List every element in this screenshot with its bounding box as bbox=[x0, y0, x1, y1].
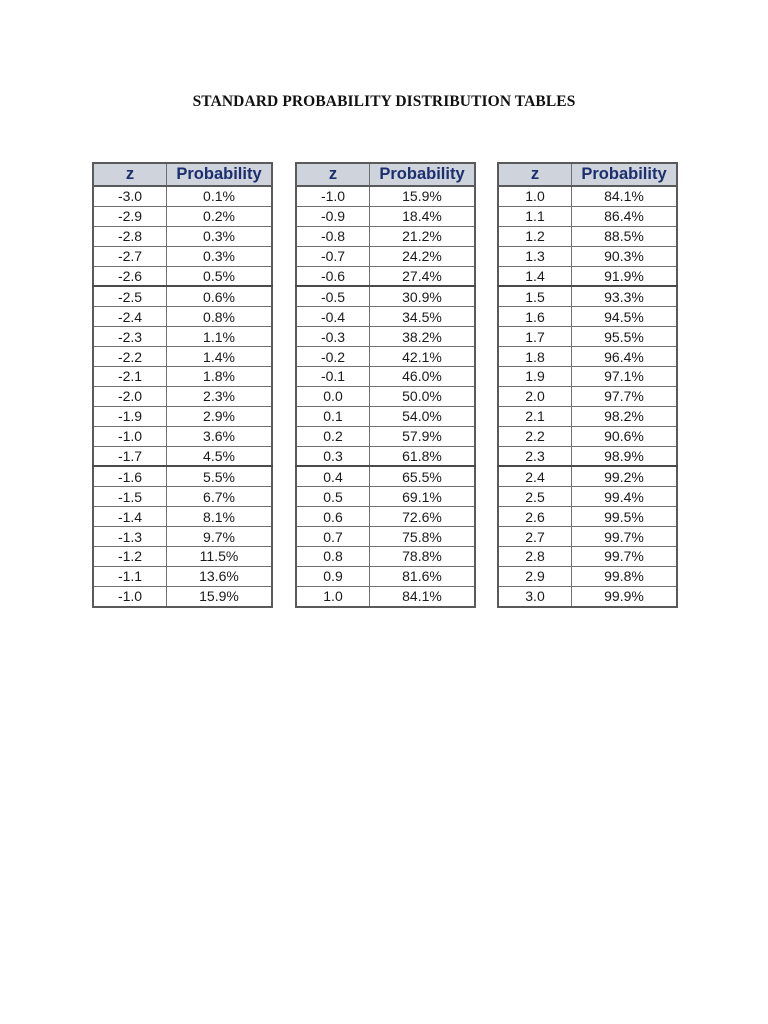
table-row bbox=[498, 286, 677, 306]
probability-value-cell: 99.7% bbox=[572, 527, 678, 547]
table-row bbox=[93, 487, 272, 507]
probability-value-cell: 90.6% bbox=[572, 426, 678, 446]
probability-value-cell: 0.8% bbox=[167, 307, 273, 327]
probability-value-cell: 13.6% bbox=[167, 566, 273, 586]
table-row bbox=[296, 226, 475, 246]
table-row bbox=[93, 286, 272, 306]
z-value-cell: 1.7 bbox=[498, 327, 572, 347]
table-row bbox=[296, 367, 475, 387]
z-value-cell: -0.8 bbox=[296, 226, 370, 246]
z-value-cell: -0.6 bbox=[296, 266, 370, 286]
table-row bbox=[498, 426, 677, 446]
z-value-cell: 1.4 bbox=[498, 266, 572, 286]
probability-value-cell: 0.1% bbox=[167, 186, 273, 206]
table-row bbox=[498, 406, 677, 426]
probability-value-cell: 81.6% bbox=[370, 566, 476, 586]
probability-value-cell: 57.9% bbox=[370, 426, 476, 446]
z-value-cell: 0.3 bbox=[296, 446, 370, 466]
z-value-cell: 2.4 bbox=[498, 466, 572, 486]
probability-value-cell: 65.5% bbox=[370, 466, 476, 486]
table-row bbox=[296, 327, 475, 347]
probability-value-cell: 27.4% bbox=[370, 266, 476, 286]
z-value-cell: -2.4 bbox=[93, 307, 167, 327]
probability-value-cell: 91.9% bbox=[572, 266, 678, 286]
table-row bbox=[93, 347, 272, 367]
z-value-cell: -1.5 bbox=[93, 487, 167, 507]
probability-table-1 bbox=[92, 162, 273, 608]
table-row bbox=[93, 507, 272, 527]
table-row bbox=[296, 266, 475, 286]
z-column-header: z bbox=[498, 163, 572, 186]
table-row bbox=[498, 507, 677, 527]
table-row bbox=[296, 246, 475, 266]
probability-value-cell: 42.1% bbox=[370, 347, 476, 367]
table-row bbox=[296, 307, 475, 327]
probability-value-cell: 15.9% bbox=[370, 186, 476, 206]
table-row bbox=[498, 206, 677, 226]
z-value-cell: 2.5 bbox=[498, 487, 572, 507]
z-value-cell: 1.9 bbox=[498, 367, 572, 387]
page-title: STANDARD PROBABILITY DISTRIBUTION TABLES bbox=[192, 93, 576, 110]
probability-value-cell: 2.3% bbox=[167, 386, 273, 406]
probability-value-cell: 99.7% bbox=[572, 547, 678, 567]
z-column-header: z bbox=[296, 163, 370, 186]
table-row bbox=[93, 426, 272, 446]
table-row bbox=[498, 586, 677, 606]
table-row bbox=[498, 347, 677, 367]
table-row bbox=[296, 426, 475, 446]
table-row bbox=[498, 466, 677, 486]
probability-value-cell: 94.5% bbox=[572, 307, 678, 327]
z-value-cell: -0.1 bbox=[296, 367, 370, 387]
probability-value-cell: 5.5% bbox=[167, 466, 273, 486]
probability-value-cell: 24.2% bbox=[370, 246, 476, 266]
probability-table-3 bbox=[497, 162, 678, 608]
table-row bbox=[498, 327, 677, 347]
probability-value-cell: 50.0% bbox=[370, 386, 476, 406]
table-row bbox=[296, 406, 475, 426]
z-value-cell: 2.8 bbox=[498, 547, 572, 567]
table-row bbox=[93, 246, 272, 266]
probability-value-cell: 98.2% bbox=[572, 406, 678, 426]
z-value-cell: -2.1 bbox=[93, 367, 167, 387]
probability-value-cell: 84.1% bbox=[572, 186, 678, 206]
probability-value-cell: 97.1% bbox=[572, 367, 678, 387]
probability-value-cell: 99.5% bbox=[572, 507, 678, 527]
table-row bbox=[498, 487, 677, 507]
table-row bbox=[93, 266, 272, 286]
table-row bbox=[498, 386, 677, 406]
z-value-cell: 2.0 bbox=[498, 386, 572, 406]
z-value-cell: 0.9 bbox=[296, 566, 370, 586]
table-row bbox=[296, 586, 475, 606]
z-value-cell: 0.5 bbox=[296, 487, 370, 507]
table-row bbox=[93, 327, 272, 347]
z-value-cell: -2.3 bbox=[93, 327, 167, 347]
z-value-cell: 0.8 bbox=[296, 547, 370, 567]
z-value-cell: 1.8 bbox=[498, 347, 572, 367]
probability-value-cell: 72.6% bbox=[370, 507, 476, 527]
z-value-cell: -3.0 bbox=[93, 186, 167, 206]
z-value-cell: 0.6 bbox=[296, 507, 370, 527]
probability-column-header: Probability bbox=[167, 163, 273, 186]
probability-value-cell: 99.2% bbox=[572, 466, 678, 486]
z-value-cell: 1.3 bbox=[498, 246, 572, 266]
z-value-cell: 1.6 bbox=[498, 307, 572, 327]
z-value-cell: 1.0 bbox=[498, 186, 572, 206]
z-value-cell: 2.1 bbox=[498, 406, 572, 426]
z-value-cell: -1.1 bbox=[93, 566, 167, 586]
z-value-cell: -2.8 bbox=[93, 226, 167, 246]
probability-value-cell: 18.4% bbox=[370, 206, 476, 226]
table-row bbox=[498, 547, 677, 567]
probability-value-cell: 11.5% bbox=[167, 547, 273, 567]
probability-value-cell: 6.7% bbox=[167, 487, 273, 507]
table-row bbox=[498, 527, 677, 547]
probability-value-cell: 75.8% bbox=[370, 527, 476, 547]
table-row bbox=[498, 367, 677, 387]
probability-value-cell: 99.8% bbox=[572, 566, 678, 586]
table-row bbox=[93, 466, 272, 486]
probability-value-cell: 95.5% bbox=[572, 327, 678, 347]
probability-column-header: Probability bbox=[572, 163, 678, 186]
z-value-cell: 0.7 bbox=[296, 527, 370, 547]
probability-value-cell: 99.4% bbox=[572, 487, 678, 507]
table-row bbox=[93, 586, 272, 606]
probability-value-cell: 78.8% bbox=[370, 547, 476, 567]
probability-value-cell: 97.7% bbox=[572, 386, 678, 406]
probability-value-cell: 2.9% bbox=[167, 406, 273, 426]
z-value-cell: -1.2 bbox=[93, 547, 167, 567]
table-row bbox=[296, 446, 475, 466]
table-row bbox=[296, 347, 475, 367]
probability-value-cell: 93.3% bbox=[572, 286, 678, 306]
z-value-cell: 0.0 bbox=[296, 386, 370, 406]
probability-value-cell: 54.0% bbox=[370, 406, 476, 426]
z-value-cell: 0.4 bbox=[296, 466, 370, 486]
table-header-row bbox=[93, 163, 272, 186]
z-value-cell: -1.9 bbox=[93, 406, 167, 426]
probability-value-cell: 0.6% bbox=[167, 286, 273, 306]
probability-value-cell: 1.1% bbox=[167, 327, 273, 347]
probability-value-cell: 90.3% bbox=[572, 246, 678, 266]
table-row bbox=[296, 286, 475, 306]
z-value-cell: -1.3 bbox=[93, 527, 167, 547]
z-column-header: z bbox=[93, 163, 167, 186]
table-row bbox=[498, 186, 677, 206]
z-value-cell: 3.0 bbox=[498, 586, 572, 606]
probability-value-cell: 8.1% bbox=[167, 507, 273, 527]
table-row bbox=[296, 206, 475, 226]
probability-value-cell: 1.4% bbox=[167, 347, 273, 367]
probability-table-2 bbox=[295, 162, 476, 608]
z-value-cell: 1.0 bbox=[296, 586, 370, 606]
z-value-cell: 2.2 bbox=[498, 426, 572, 446]
z-value-cell: -1.7 bbox=[93, 446, 167, 466]
z-value-cell: -1.0 bbox=[93, 426, 167, 446]
z-value-cell: 0.2 bbox=[296, 426, 370, 446]
table-row bbox=[296, 386, 475, 406]
table-row bbox=[93, 527, 272, 547]
z-value-cell: -2.5 bbox=[93, 286, 167, 306]
z-value-cell: 0.1 bbox=[296, 406, 370, 426]
z-value-cell: 2.6 bbox=[498, 507, 572, 527]
probability-value-cell: 98.9% bbox=[572, 446, 678, 466]
probability-value-cell: 61.8% bbox=[370, 446, 476, 466]
z-value-cell: -2.6 bbox=[93, 266, 167, 286]
probability-value-cell: 21.2% bbox=[370, 226, 476, 246]
z-value-cell: -0.5 bbox=[296, 286, 370, 306]
probability-value-cell: 96.4% bbox=[572, 347, 678, 367]
table-row bbox=[93, 446, 272, 466]
table-row bbox=[498, 266, 677, 286]
table-row bbox=[498, 226, 677, 246]
probability-value-cell: 99.9% bbox=[572, 586, 678, 606]
z-value-cell: -1.0 bbox=[93, 586, 167, 606]
z-value-cell: -0.2 bbox=[296, 347, 370, 367]
z-value-cell: 2.7 bbox=[498, 527, 572, 547]
z-value-cell: -1.4 bbox=[93, 507, 167, 527]
table-header-row bbox=[296, 163, 475, 186]
table-row bbox=[93, 186, 272, 206]
z-value-cell: -0.9 bbox=[296, 206, 370, 226]
z-value-cell: -0.3 bbox=[296, 327, 370, 347]
probability-value-cell: 9.7% bbox=[167, 527, 273, 547]
table-row bbox=[296, 507, 475, 527]
probability-value-cell: 0.5% bbox=[167, 266, 273, 286]
table-row bbox=[93, 226, 272, 246]
z-value-cell: -2.2 bbox=[93, 347, 167, 367]
z-value-cell: -2.0 bbox=[93, 386, 167, 406]
table-row bbox=[296, 466, 475, 486]
table-row bbox=[296, 487, 475, 507]
probability-column-header: Probability bbox=[370, 163, 476, 186]
table-row bbox=[93, 566, 272, 586]
probability-value-cell: 3.6% bbox=[167, 426, 273, 446]
probability-value-cell: 0.2% bbox=[167, 206, 273, 226]
probability-value-cell: 30.9% bbox=[370, 286, 476, 306]
z-value-cell: 2.9 bbox=[498, 566, 572, 586]
table-row bbox=[296, 186, 475, 206]
table-row bbox=[93, 547, 272, 567]
table-row bbox=[93, 367, 272, 387]
z-value-cell: -1.6 bbox=[93, 466, 167, 486]
table-row bbox=[498, 307, 677, 327]
z-value-cell: 1.2 bbox=[498, 226, 572, 246]
table-row bbox=[498, 246, 677, 266]
table-row bbox=[498, 446, 677, 466]
probability-value-cell: 69.1% bbox=[370, 487, 476, 507]
z-value-cell: -0.7 bbox=[296, 246, 370, 266]
z-value-cell: 1.5 bbox=[498, 286, 572, 306]
table-row bbox=[296, 547, 475, 567]
table-header-row bbox=[498, 163, 677, 186]
table-row bbox=[93, 406, 272, 426]
probability-value-cell: 4.5% bbox=[167, 446, 273, 466]
probability-value-cell: 86.4% bbox=[572, 206, 678, 226]
probability-value-cell: 88.5% bbox=[572, 226, 678, 246]
probability-value-cell: 38.2% bbox=[370, 327, 476, 347]
probability-value-cell: 1.8% bbox=[167, 367, 273, 387]
table-row bbox=[296, 566, 475, 586]
table-row bbox=[93, 307, 272, 327]
table-row bbox=[93, 386, 272, 406]
probability-value-cell: 46.0% bbox=[370, 367, 476, 387]
probability-value-cell: 84.1% bbox=[370, 586, 476, 606]
probability-value-cell: 15.9% bbox=[167, 586, 273, 606]
z-value-cell: -1.0 bbox=[296, 186, 370, 206]
table-row bbox=[498, 566, 677, 586]
probability-value-cell: 0.3% bbox=[167, 226, 273, 246]
z-value-cell: -0.4 bbox=[296, 307, 370, 327]
z-value-cell: -2.7 bbox=[93, 246, 167, 266]
z-value-cell: 2.3 bbox=[498, 446, 572, 466]
probability-value-cell: 0.3% bbox=[167, 246, 273, 266]
z-value-cell: -2.9 bbox=[93, 206, 167, 226]
table-row bbox=[296, 527, 475, 547]
table-row bbox=[93, 206, 272, 226]
probability-value-cell: 34.5% bbox=[370, 307, 476, 327]
z-value-cell: 1.1 bbox=[498, 206, 572, 226]
